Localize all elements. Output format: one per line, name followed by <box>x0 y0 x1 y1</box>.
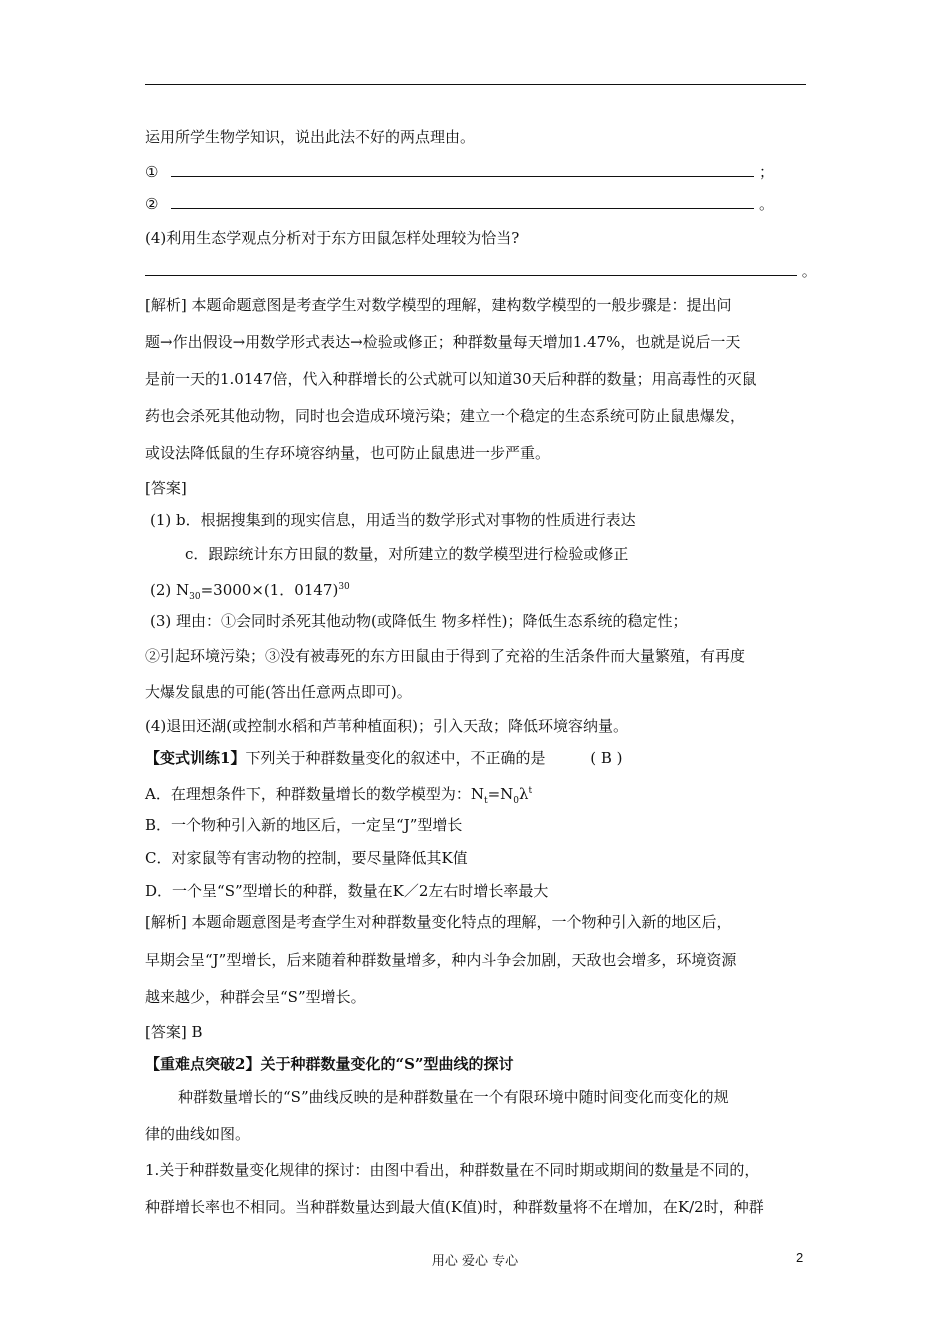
header-rule <box>145 84 806 85</box>
answer-2-exponent: 30 <box>338 582 350 592</box>
analysis-2-line: 越来越少，种群会呈“S”型增长。 <box>145 988 366 1006</box>
analysis-line: 题→作出假设→用数学形式表达→检验或修正；种群数量每天增加1.47%，也就是说后一天 <box>145 333 741 351</box>
exercise-1-text: 下列关于种群数量变化的叙述中，不正确的是 <box>245 749 546 767</box>
q3-answer-line-2 <box>145 194 815 214</box>
circle-2-marker: ② <box>145 195 159 213</box>
blank-end-1: ； <box>759 163 775 181</box>
page-footer: 用心 爱心 专心 <box>431 1254 519 1269</box>
option-a-sub-0: 0 <box>513 796 520 806</box>
section-2-paragraph-line: 种群数量增长的“S”曲线反映的是种群数量在一个有限环境中随时间变化而变化的规 <box>178 1088 729 1106</box>
answer-blank-3[interactable] <box>145 261 797 276</box>
answer-label: [答案] <box>145 479 187 497</box>
option-a-text: A．在理想条件下，种群数量增长的数学模型为：N <box>145 785 484 803</box>
exercise-1-question <box>145 748 815 768</box>
analysis-2-line: 早期会呈“J”型增长，后来随着种群数量增多，种内斗争会加剧，天敌也会增多，环境资源 <box>145 951 737 969</box>
analysis-line: 或设法降低鼠的生存环境容纳量，也可防止鼠患进一步严重。 <box>145 444 551 462</box>
answer-2-label: [答案] B <box>145 1023 203 1041</box>
blank-end-2: 。 <box>759 195 775 213</box>
answer-1c: c．跟踪统计东方田鼠的数量，对所建立的数学模型进行检验或修正 <box>185 545 629 563</box>
option-a-sub-t: t <box>483 796 488 806</box>
option-a-lambda: λ <box>519 785 529 803</box>
section-2-paragraph-line: 1.关于种群数量变化规律的探讨：由图中看出，种群数量在不同时期或期间的数量是不同的， <box>145 1161 760 1179</box>
analysis-line: 是前一天的1.0147倍，代入种群增长的公式就可以知道30天后种群的数量；用高毒性的灭鼠 <box>145 370 757 388</box>
answer-2-sub: 30 <box>189 592 201 602</box>
page-number: 2 <box>796 1250 804 1265</box>
option-d: D．一个呈“S”型增长的种群，数量在K／2左右时增长率最大 <box>145 882 549 900</box>
circle-1-marker: ① <box>145 163 159 181</box>
blank-end-3: 。 <box>801 262 817 280</box>
analysis-2-line: [解析] 本题命题意图是考查学生对种群数量变化特点的理解，一个物种引入新的地区后， <box>145 913 732 931</box>
section-2-title: 【重难点突破2】关于种群数量变化的“S”型曲线的探讨 <box>145 1055 514 1073</box>
answer-3-line: (3) 理由：①会同时杀死其他动物(或降低生 物多样性)；降低生态系统的稳定性； <box>150 612 688 630</box>
answer-3-line: 大爆发鼠患的可能(答出任意两点即可)。 <box>145 683 412 701</box>
option-a <box>145 781 815 811</box>
q3-answer-line-1 <box>145 162 815 182</box>
answer-3-line: ②引起环境污染；③没有被毒死的东方田鼠由于得到了充裕的生活条件而大量繁殖，有再度 <box>145 647 746 665</box>
answer-4: (4)退田还湖(或控制水稻和芦苇种植面积)；引入天敌；降低环境容纳量。 <box>145 717 628 735</box>
analysis-line: 药也会杀死其他动物，同时也会造成环境污染；建立一个稳定的生态系统可防止鼠患爆发， <box>145 407 746 425</box>
option-a-eq: =N <box>487 785 514 803</box>
option-a-sup-t: t <box>528 786 533 796</box>
section-2-paragraph-line: 种群增长率也不相同。当种群数量达到最大值(K值)时，种群数量将不在增加，在K/2时，种群 <box>145 1198 764 1216</box>
q4-answer-line <box>145 261 815 281</box>
exercise-1-title: 【变式训练1】 <box>145 749 246 767</box>
answer-2-formula: =3000×(1．0147) <box>200 581 339 599</box>
option-c: C．对家鼠等有害动物的控制，要尽量降低其K值 <box>145 849 468 867</box>
answer-2-prefix: (2) N <box>150 581 190 599</box>
question-4: (4)利用生态学观点分析对于东方田鼠怎样处理较为恰当? <box>145 229 520 247</box>
q3-intro: 运用所学生物学知识，说出此法不好的两点理由。 <box>145 128 476 146</box>
option-b: B．一个物种引入新的地区后，一定呈“J”型增长 <box>145 816 463 834</box>
answer-1b: (1) b．根据搜集到的现实信息，用适当的数学形式对事物的性质进行表达 <box>150 511 636 529</box>
answer-2 <box>150 577 820 607</box>
section-2-paragraph-line: 律的曲线如图。 <box>145 1125 251 1143</box>
answer-blank-1[interactable] <box>171 162 754 177</box>
analysis-line: [解析] 本题命题意图是考查学生对数学模型的理解，建构数学模型的一般步骤是：提出问 <box>145 296 732 314</box>
exercise-1-answer: ( B ) <box>590 749 623 767</box>
answer-blank-2[interactable] <box>171 194 754 209</box>
